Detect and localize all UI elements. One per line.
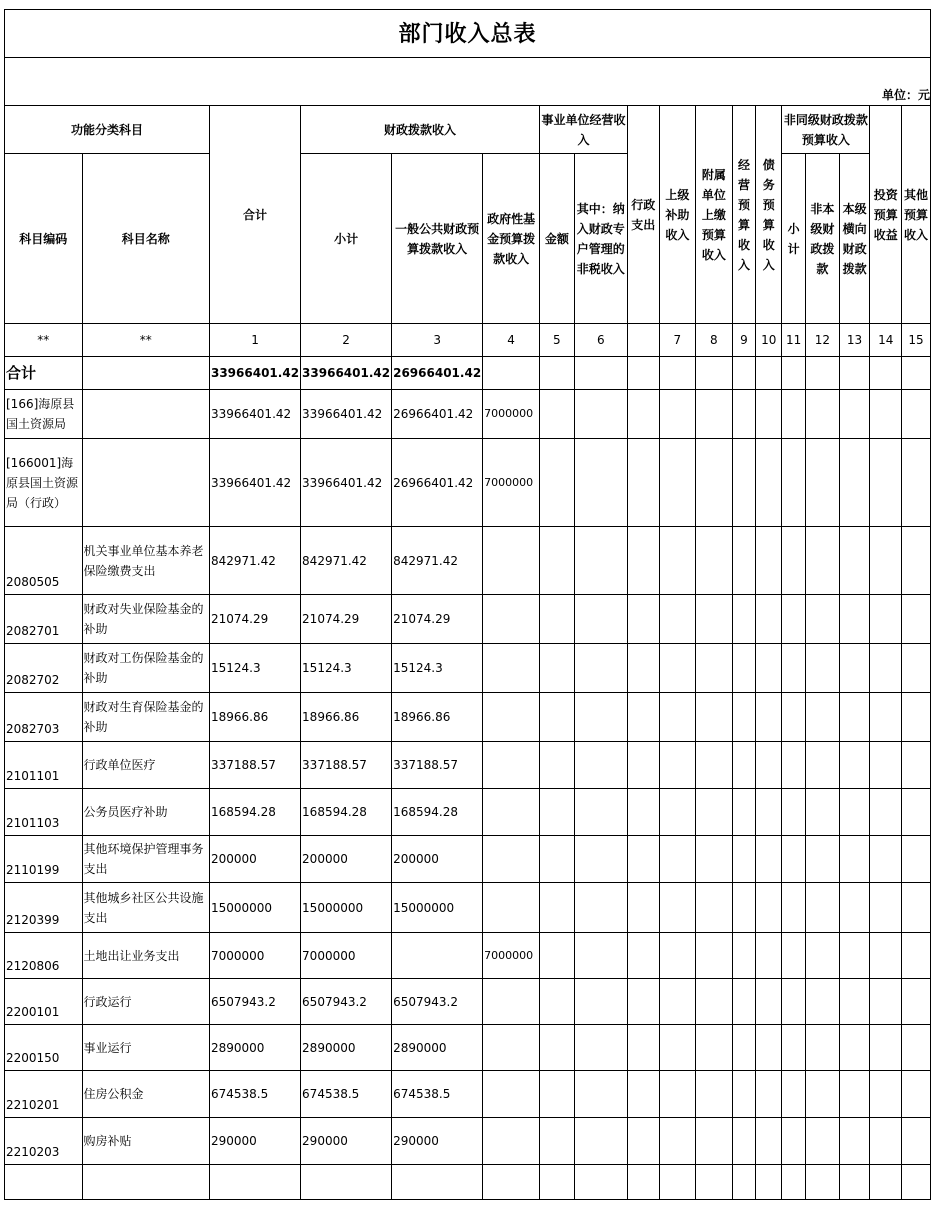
fiscal-gov-fund-cell xyxy=(483,644,540,693)
total-cell: 21074.29 xyxy=(209,595,300,644)
total-cell: 290000 xyxy=(209,1118,300,1165)
fiscal-gov-fund-cell xyxy=(483,979,540,1025)
subject-code-cell: 2200101 xyxy=(5,979,83,1025)
subject-code-cell: 2120399 xyxy=(5,883,83,933)
header-fiscal-subtotal: 小计 xyxy=(301,154,392,324)
total-cell: 200000 xyxy=(209,836,300,883)
subject-name-cell: 公务员医疗补助 xyxy=(82,789,209,836)
table-row xyxy=(5,836,931,883)
fiscal-subtotal-cell: 18966.86 xyxy=(301,693,392,742)
subject-name-cell: 住房公积金 xyxy=(82,1071,209,1118)
subject-code-cell: [166001]海原县国土资源局（行政） xyxy=(5,439,83,527)
fiscal-general-cell xyxy=(392,933,483,979)
summary-general: 26966401.42 xyxy=(392,357,483,390)
header-upper-subsidy: 上级补助收入 xyxy=(659,106,696,324)
table-row xyxy=(5,439,931,527)
column-index-cell: ** xyxy=(82,324,209,357)
fiscal-gov-fund-cell xyxy=(483,836,540,883)
table-row xyxy=(5,527,931,595)
table-row xyxy=(5,883,931,933)
subject-code-cell: 2101103 xyxy=(5,789,83,836)
total-cell: 842971.42 xyxy=(209,527,300,595)
fiscal-subtotal-cell: 2890000 xyxy=(301,1025,392,1071)
subject-name-cell: 财政对生育保险基金的补助 xyxy=(82,693,209,742)
table-row xyxy=(5,1025,931,1071)
fiscal-subtotal-cell: 7000000 xyxy=(301,933,392,979)
column-index-cell: 10 xyxy=(756,324,782,357)
column-index-cell: 14 xyxy=(870,324,902,357)
income-table-sheet xyxy=(4,9,931,1200)
header-fiscal-gov-fund: 政府性基金预算拨款收入 xyxy=(483,154,540,324)
subject-code-cell: 2200150 xyxy=(5,1025,83,1071)
header-non-same-subtotal: 小计 xyxy=(782,154,806,324)
fiscal-general-cell: 15000000 xyxy=(392,883,483,933)
fiscal-gov-fund-cell xyxy=(483,789,540,836)
summary-total: 33966401.42 xyxy=(209,357,300,390)
column-index-cell: 4 xyxy=(483,324,540,357)
table-row xyxy=(5,390,931,439)
total-cell: 2890000 xyxy=(209,1025,300,1071)
summary-subtotal: 33966401.42 xyxy=(301,357,392,390)
header-admin-expense: 行政支出 xyxy=(627,106,659,324)
fiscal-subtotal-cell: 337188.57 xyxy=(301,742,392,789)
subject-code-cell: 2210201 xyxy=(5,1071,83,1118)
header-fiscal-general: 一般公共财政预算拨款收入 xyxy=(392,154,483,324)
table-row xyxy=(5,595,931,644)
fiscal-general-cell: 21074.29 xyxy=(392,595,483,644)
subject-name-cell xyxy=(82,439,209,527)
empty-row xyxy=(5,1165,931,1200)
subject-code-cell: 2120806 xyxy=(5,933,83,979)
header-biz-special: 其中：纳入财政专户管理的非税收入 xyxy=(574,154,627,324)
subject-name-cell: 行政运行 xyxy=(82,979,209,1025)
column-index-cell: 15 xyxy=(902,324,931,357)
subject-code-cell: 2210203 xyxy=(5,1118,83,1165)
subject-code-cell: 2101101 xyxy=(5,742,83,789)
subject-name-cell xyxy=(82,390,209,439)
fiscal-subtotal-cell: 674538.5 xyxy=(301,1071,392,1118)
header-total: 合计 xyxy=(209,106,300,324)
subject-code-cell: 2082701 xyxy=(5,595,83,644)
fiscal-general-cell: 842971.42 xyxy=(392,527,483,595)
summary-row xyxy=(5,357,931,390)
column-index-cell: 9 xyxy=(732,324,756,357)
fiscal-subtotal-cell: 33966401.42 xyxy=(301,439,392,527)
header-other: 其他预算收入 xyxy=(902,106,931,324)
fiscal-gov-fund-cell xyxy=(483,1025,540,1071)
table-row xyxy=(5,1071,931,1118)
header-debt: 债务预算收入 xyxy=(756,106,782,324)
fiscal-subtotal-cell: 21074.29 xyxy=(301,595,392,644)
fiscal-subtotal-cell: 168594.28 xyxy=(301,789,392,836)
subject-name-cell: 机关事业单位基本养老保险缴费支出 xyxy=(82,527,209,595)
table-row xyxy=(5,979,931,1025)
header-non-same: 非同级财政拨款预算收入 xyxy=(782,106,870,154)
fiscal-gov-fund-cell: 7000000 xyxy=(483,439,540,527)
header-non-same-horizontal: 本级横向财政拨款 xyxy=(839,154,870,324)
subject-name-cell: 行政单位医疗 xyxy=(82,742,209,789)
fiscal-general-cell: 15124.3 xyxy=(392,644,483,693)
fiscal-subtotal-cell: 15000000 xyxy=(301,883,392,933)
summary-label: 合计 xyxy=(5,357,83,390)
fiscal-gov-fund-cell xyxy=(483,742,540,789)
total-cell: 6507943.2 xyxy=(209,979,300,1025)
fiscal-general-cell: 2890000 xyxy=(392,1025,483,1071)
header-subject-name: 科目名称 xyxy=(82,154,209,324)
column-index-cell: 7 xyxy=(659,324,696,357)
fiscal-general-cell: 26966401.42 xyxy=(392,390,483,439)
column-index-cell: 6 xyxy=(574,324,627,357)
subject-code-cell: [166]海原县国土资源局 xyxy=(5,390,83,439)
column-index-cell: 5 xyxy=(540,324,575,357)
column-index-cell: 11 xyxy=(782,324,806,357)
header-fiscal: 财政拨款收入 xyxy=(301,106,540,154)
fiscal-gov-fund-cell xyxy=(483,527,540,595)
fiscal-gov-fund-cell xyxy=(483,595,540,644)
fiscal-subtotal-cell: 200000 xyxy=(301,836,392,883)
column-index-cell xyxy=(627,324,659,357)
fiscal-general-cell: 168594.28 xyxy=(392,789,483,836)
table-row xyxy=(5,742,931,789)
column-index-cell: 1 xyxy=(209,324,300,357)
column-index-cell: ** xyxy=(5,324,83,357)
total-cell: 7000000 xyxy=(209,933,300,979)
fiscal-subtotal-cell: 6507943.2 xyxy=(301,979,392,1025)
subject-name-cell: 财政对失业保险基金的补助 xyxy=(82,595,209,644)
column-index-cell: 8 xyxy=(696,324,733,357)
subject-name-cell: 其他环境保护管理事务支出 xyxy=(82,836,209,883)
total-cell: 33966401.42 xyxy=(209,390,300,439)
fiscal-gov-fund-cell xyxy=(483,693,540,742)
header-func-class: 功能分类科目 xyxy=(5,106,210,154)
subject-name-cell: 事业运行 xyxy=(82,1025,209,1071)
fiscal-general-cell: 337188.57 xyxy=(392,742,483,789)
header-affiliated: 附属单位上缴预算收入 xyxy=(696,106,733,324)
column-index-cell: 3 xyxy=(392,324,483,357)
fiscal-general-cell: 26966401.42 xyxy=(392,439,483,527)
table-row xyxy=(5,933,931,979)
fiscal-general-cell: 290000 xyxy=(392,1118,483,1165)
total-cell: 15000000 xyxy=(209,883,300,933)
fiscal-gov-fund-cell: 7000000 xyxy=(483,390,540,439)
column-index-cell: 12 xyxy=(806,324,840,357)
header-non-same-lower: 非本级财政拨款 xyxy=(806,154,840,324)
fiscal-subtotal-cell: 15124.3 xyxy=(301,644,392,693)
header-biz-unit: 事业单位经营收入 xyxy=(540,106,628,154)
table-row xyxy=(5,644,931,693)
header-biz-amount: 金额 xyxy=(540,154,575,324)
table-row xyxy=(5,1118,931,1165)
fiscal-general-cell: 674538.5 xyxy=(392,1071,483,1118)
fiscal-gov-fund-cell xyxy=(483,1118,540,1165)
header-subject-code: 科目编码 xyxy=(5,154,83,324)
fiscal-gov-fund-cell xyxy=(483,883,540,933)
subject-name-cell: 财政对工伤保险基金的补助 xyxy=(82,644,209,693)
table-row xyxy=(5,693,931,742)
unit-label: 单位：元 xyxy=(5,58,931,106)
total-cell: 168594.28 xyxy=(209,789,300,836)
total-cell: 18966.86 xyxy=(209,693,300,742)
fiscal-subtotal-cell: 842971.42 xyxy=(301,527,392,595)
subject-name-cell: 购房补贴 xyxy=(82,1118,209,1165)
total-cell: 674538.5 xyxy=(209,1071,300,1118)
fiscal-general-cell: 6507943.2 xyxy=(392,979,483,1025)
fiscal-gov-fund-cell: 7000000 xyxy=(483,933,540,979)
subject-name-cell: 土地出让业务支出 xyxy=(82,933,209,979)
fiscal-subtotal-cell: 290000 xyxy=(301,1118,392,1165)
page-title: 部门收入总表 xyxy=(5,10,931,58)
fiscal-general-cell: 18966.86 xyxy=(392,693,483,742)
column-index-cell: 13 xyxy=(839,324,870,357)
fiscal-gov-fund-cell xyxy=(483,1071,540,1118)
total-cell: 33966401.42 xyxy=(209,439,300,527)
header-invest: 投资预算收益 xyxy=(870,106,902,324)
table-row xyxy=(5,789,931,836)
subject-code-cell: 2110199 xyxy=(5,836,83,883)
total-cell: 337188.57 xyxy=(209,742,300,789)
subject-name-cell: 其他城乡社区公共设施支出 xyxy=(82,883,209,933)
column-index-row xyxy=(5,324,931,357)
subject-code-cell: 2082703 xyxy=(5,693,83,742)
department-income-table xyxy=(4,9,931,1200)
header-operating: 经营预算收入 xyxy=(732,106,756,324)
total-cell: 15124.3 xyxy=(209,644,300,693)
subject-code-cell: 2082702 xyxy=(5,644,83,693)
fiscal-subtotal-cell: 33966401.42 xyxy=(301,390,392,439)
subject-code-cell: 2080505 xyxy=(5,527,83,595)
column-index-cell: 2 xyxy=(301,324,392,357)
fiscal-general-cell: 200000 xyxy=(392,836,483,883)
